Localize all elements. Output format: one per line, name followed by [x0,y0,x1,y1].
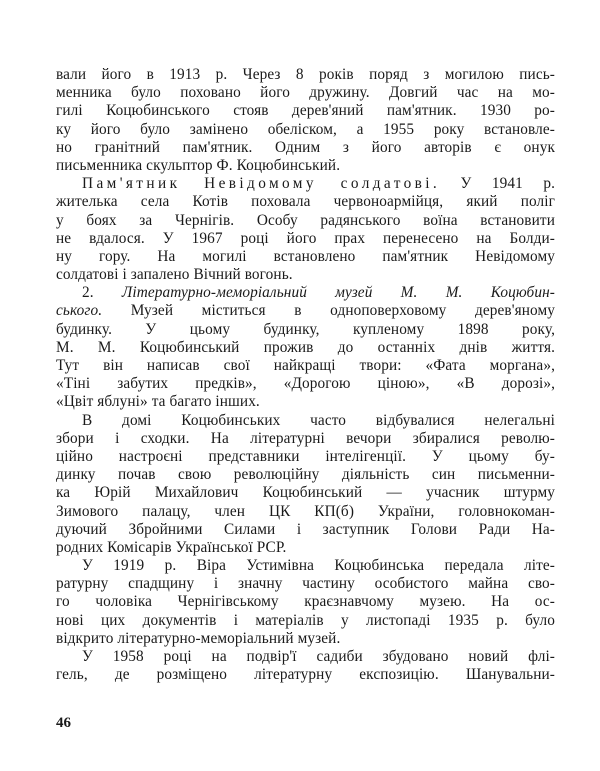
text-line [56,466,555,484]
text-segment: не вдалося. У 1967 році його прах перенесено на Болди- [56,229,555,247]
text-line [56,375,555,393]
text-segment: «Тіні забутих предків», «Дорогою ціною», «В дорозі», [56,375,555,393]
paragraph [56,66,555,175]
text-segment: «Цвіт яблуні» та багато інших. [56,393,260,411]
text-line [56,193,555,211]
text-line [56,539,555,557]
text-segment: вали його в 1913 р. Через 8 років поряд з могилою пись- [56,66,555,83]
text-segment: У 1958 році на подвір'ї садиби збудовано новий флі- [82,648,555,665]
text-line [56,339,555,357]
text-segment: менника було поховано його дружину. Довгий час на мо- [56,84,555,102]
paragraph [56,412,555,558]
text-line [56,66,555,84]
text-line [56,175,555,193]
text-segment: В домі Коцюбинських часто відбувалися нелегальні [82,411,555,429]
text-line [56,648,555,666]
text-segment: го чоловіка Чернігівському краєзнавчому музею. На ос- [56,593,555,611]
spaced-text: Пам'ятник Невідомому солдатові. [82,175,441,193]
text-segment: динку почав свою революційну діяльність син письменни- [56,466,555,484]
text-line [56,557,555,575]
text-segment: жителька села Котів поховала червоноармійця, який поліг [56,193,555,211]
text-segment: ка Юрій Михайлович Коцюбинський — учасник штурму [56,484,555,502]
text-line [56,412,555,430]
text-line [56,430,555,448]
text-segment: ційно настроєні представники інтелігенції. У цьому бу- [56,447,555,465]
text-segment: 2. [82,284,122,302]
text-segment: гель, де розміщено літературну експозицію. Шанувальни- [56,666,555,684]
body-text [56,66,555,684]
text-segment: ку його було замінено обеліском, а 1955 року встановле- [56,120,555,138]
page-number: 46 [56,715,71,731]
text-line [56,230,555,248]
text-segment: нові цих документів і матеріалів у листопаді 1935 р. було [56,611,555,629]
text-segment: збори і сходки. На літературні вечори збиралися револю- [56,429,555,447]
text-segment: Тут він написав свої найкращі твори: «Фата моргана», [56,357,555,374]
italic-text: ського. [56,302,103,320]
text-line [56,484,555,502]
text-segment: но гранітний пам'ятник. Одним з його авторів є онук [56,138,555,156]
paragraph [56,284,555,411]
text-line [56,84,555,102]
text-segment: відкрито літературно-меморіальний музей. [56,629,341,647]
text-line [56,357,555,375]
italic-text: Літературно-меморіальний музей М. М. Коцюбин- [121,284,555,302]
text-line [56,521,555,539]
text-segment: письменника скульптор Ф. Коцюбинський. [56,156,341,174]
text-line [56,121,555,139]
text-line [56,102,555,120]
text-segment: у боях за Чернігів. Особу радянського воїна встановити [56,211,555,229]
text-line [56,321,555,339]
text-segment: будинку. У цьому будинку, купленому 1898 року, [56,320,555,338]
text-segment: Зимового палацу, член ЦК КП(б) України, головнокоман- [56,502,555,520]
text-line [56,630,555,648]
text-segment: ну гору. На могилі встановлено пам'ятник Невідомому [56,247,555,265]
text-line [56,284,555,302]
text-line [56,139,555,157]
text-line [56,212,555,230]
text-segment: гилі Коцюбинського стояв дерев'яний пам'ятник. 1930 ро- [56,102,555,120]
text-line [56,612,555,630]
paragraph [56,175,555,284]
text-line [56,157,555,175]
text-line [56,393,555,411]
text-line [56,666,555,684]
text-segment: Музей міститься в одноповерховому дерев'яному [102,302,555,320]
text-line [56,266,555,284]
text-line [56,503,555,521]
text-segment: У 1919 р. Віра Устимівна Коцюбинська передала літе- [82,557,555,575]
paragraph [56,648,555,684]
text-segment: дуючий Збройними Силами і заступник Голови Ради На- [56,520,555,538]
text-segment: ратурну спадщину і значну частину особистого майна сво- [56,575,555,593]
text-line [56,448,555,466]
text-line [56,575,555,593]
text-line [56,302,555,320]
text-segment: родних Комісарів Української РСР. [56,538,287,556]
text-line [56,593,555,611]
text-segment: У 1941 р. [440,175,556,193]
paragraph [56,557,555,648]
text-line [56,248,555,266]
text-segment: солдатові і запалено Вічний вогонь. [56,266,293,284]
text-segment: М. М. Коцюбинський прожив до останніх днів життя. [56,338,555,356]
